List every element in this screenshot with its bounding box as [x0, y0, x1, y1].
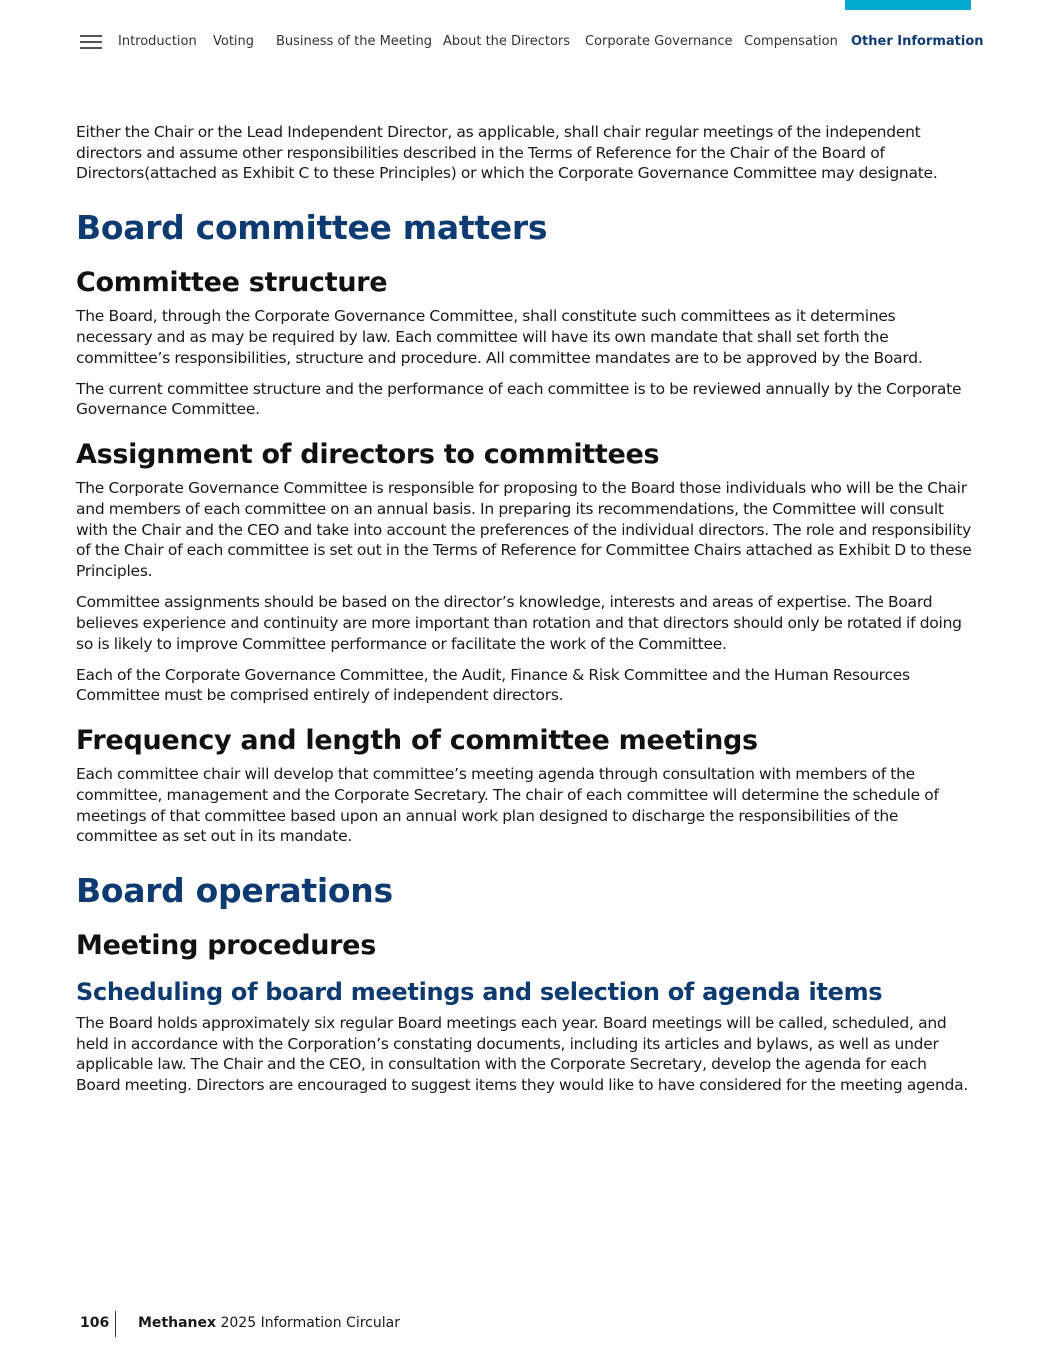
nav-item-other-information[interactable]: Other Information	[851, 34, 984, 49]
top-navigation	[80, 32, 984, 52]
document-name: 2025 Information Circular	[220, 1315, 400, 1331]
nav-item-business-of-the-meeting[interactable]: Business of the Meeting	[276, 34, 432, 49]
active-section-tab-indicator	[845, 0, 971, 10]
subheading-meeting-procedures: Meeting procedures	[76, 929, 376, 961]
paragraph: Each committee chair will develop that committee’s meeting agenda through consultation with members of the committee, management and the Corporate Secretary. The chair of each committee will determine the schedule of meetings of that committee based upon an annual work plan designed to discharge the responsibilities of the committee as set out in its mandate.	[76, 765, 939, 846]
nav-item-compensation[interactable]: Compensation	[744, 34, 838, 49]
paragraph: The Board holds approximately six regular Board meetings each year. Board meetings will be called, scheduled, and held in accordance with the Corporation’s constating documents, including its articles and bylaws, as well as under applicable law. The Chair and the CEO, in consultation with the Corporate Secretary, develop the agenda for each Board meeting. Directors are encouraged to suggest items they would like to have considered for the meeting agenda.	[76, 1013, 969, 1095]
paragraph: Committee assignments should be based on the director’s knowledge, interests and areas of expertise. The Board believes experience and continuity are more important than rotation and that directors should only be rotated if doing so is likely to improve Committee performance or facilitate the work of the Committee.	[76, 593, 962, 653]
subheading-assignment-of-directors: Assignment of directors to committees	[76, 439, 660, 471]
intro-paragraph: Either the Chair or the Lead Independent Director, as applicable, shall chair regular meetings of the independent directors and assume other responsibilities described in the Terms of Reference for the Chair of the Board of Directors(attached as Exhibit C to these Principles) or which the Corporate Governance Committee may designate.	[76, 123, 938, 183]
section-heading-board-operations: Board operations	[76, 870, 393, 910]
nav-item-about-the-directors[interactable]: About the Directors	[443, 34, 571, 49]
nav-item-corporate-governance[interactable]: Corporate Governance	[585, 34, 733, 49]
paragraph: The Board, through the Corporate Governance Committee, shall constitute such committees as it determines necessary and as may be required by law. Each committee will have its own mandate that shall set forth the committee’s responsibilities, structure and procedure. All committee mandates are to be approved by the Board.	[76, 307, 923, 367]
nav-item-introduction[interactable]: Introduction	[118, 34, 197, 49]
subheading-committee-structure: Committee structure	[76, 267, 388, 299]
company-name: Methanex	[138, 1315, 217, 1331]
footer-divider	[115, 1311, 116, 1337]
document-body	[76, 122, 972, 1106]
subheading-frequency-of-meetings: Frequency and length of committee meetings	[76, 725, 758, 757]
footer-title	[138, 1315, 400, 1331]
paragraph: The current committee structure and the performance of each committee is to be reviewed annually by the Corporate Governance Committee.	[76, 379, 962, 419]
nav-item-voting[interactable]: Voting	[213, 34, 255, 49]
page-number: 106	[80, 1315, 110, 1331]
hamburger-menu-icon[interactable]	[80, 35, 102, 49]
section-heading-board-committee-matters: Board committee matters	[76, 208, 548, 248]
subsubheading-scheduling-of-board-meetings: Scheduling of board meetings and selection of agenda items	[76, 977, 883, 1006]
paragraph: Each of the Corporate Governance Committee, the Audit, Finance & Risk Committee and the Human Resources Committee must be comprised entirely of independent directors.	[76, 665, 910, 705]
paragraph: The Corporate Governance Committee is responsible for proposing to the Board those individuals who will be the Chair and members of each committee on an annual basis. In preparing its recommendations, the Committee will consult with the Chair and the CEO and take into account the preferences of the individual directors. The role and responsibility of the Chair of each committee is set out in the Terms of Reference for Committee Chairs attached as Exhibit D to these Principles.	[76, 479, 972, 580]
